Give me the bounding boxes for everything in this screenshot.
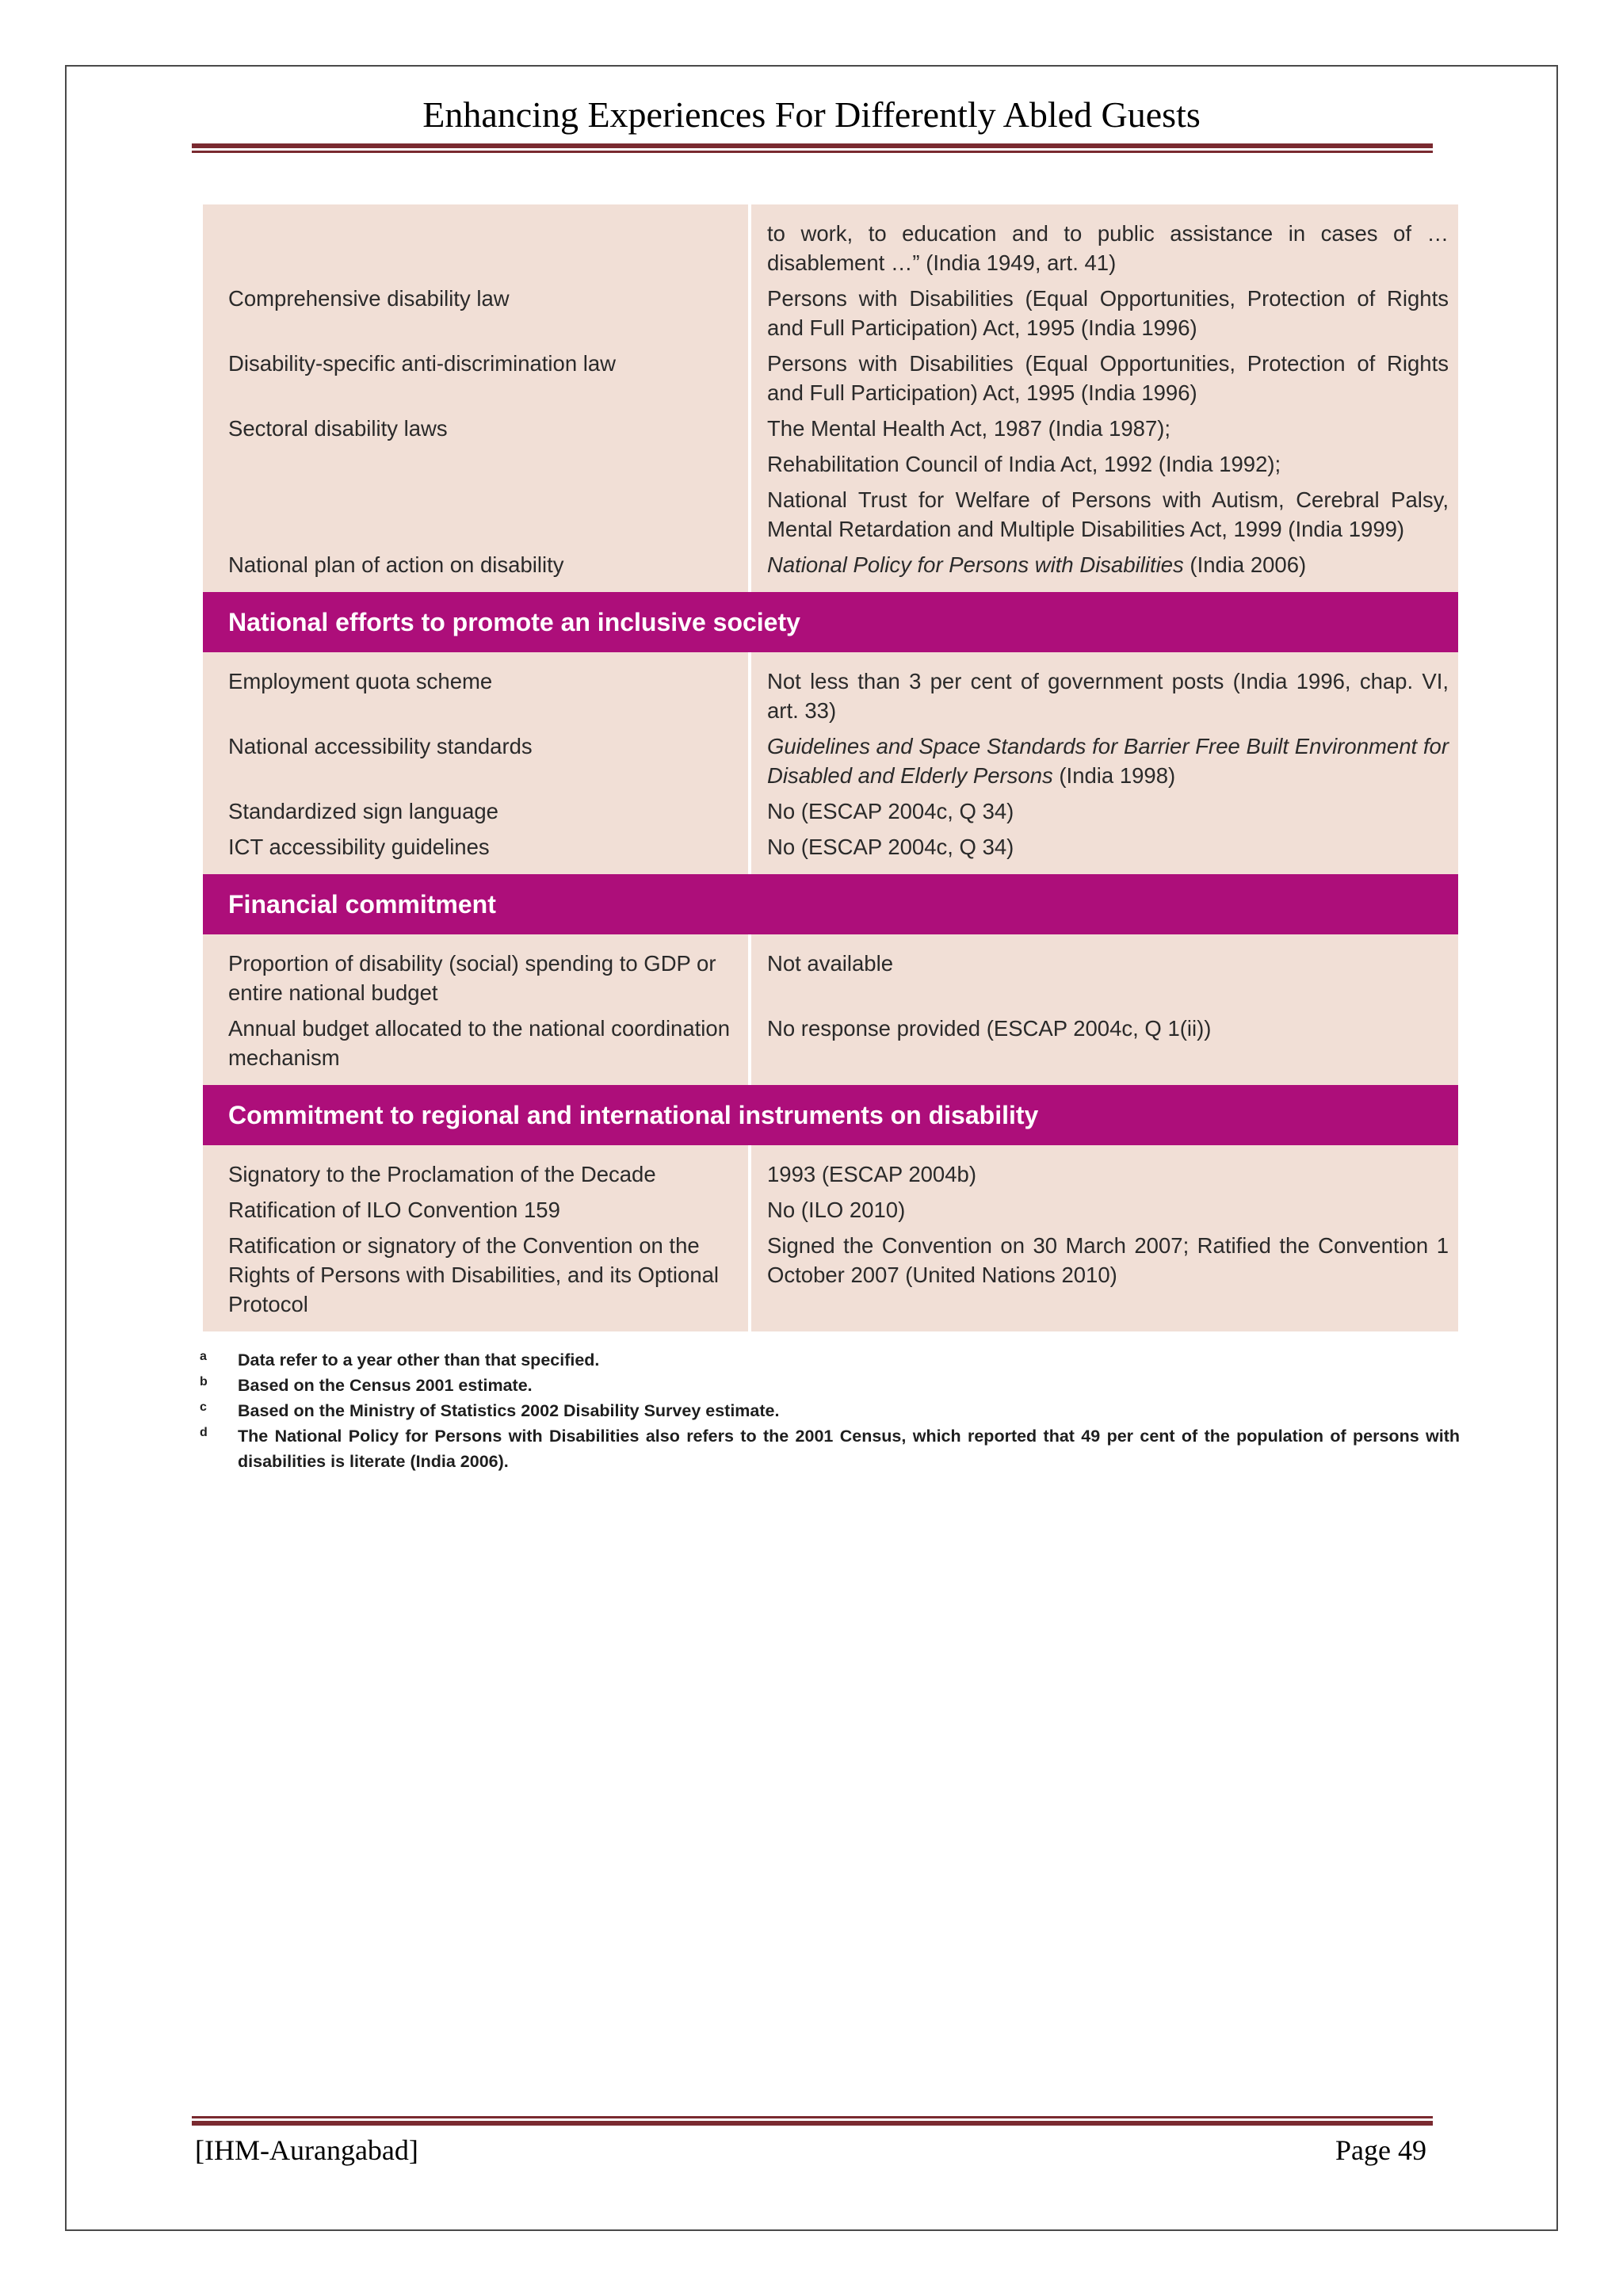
table-row bbox=[203, 1010, 1458, 1075]
footnote-mark: a bbox=[200, 1350, 207, 1363]
row-label: Comprehensive disability law bbox=[228, 286, 510, 311]
footnote bbox=[200, 1398, 1460, 1423]
page-title: Enhancing Experiences For Differently Abled Guests bbox=[422, 94, 1201, 135]
table-row bbox=[203, 446, 1458, 482]
footnote-mark: d bbox=[200, 1426, 208, 1439]
table-row bbox=[203, 482, 1458, 547]
row-value: No (ESCAP 2004c, Q 34) bbox=[767, 835, 1014, 859]
table-section-instruments bbox=[203, 1145, 1458, 1331]
table-section-inclusive-society bbox=[203, 652, 1458, 874]
row-label bbox=[203, 219, 758, 277]
table-row bbox=[203, 1192, 1458, 1228]
table-row bbox=[203, 946, 1458, 1010]
footnote-text: Based on the Ministry of Statistics 2002 Disability Survey estimate. bbox=[238, 1401, 780, 1420]
row-value: The Mental Health Act, 1987 (India 1987); bbox=[767, 416, 1171, 441]
row-value: Persons with Disabilities (Equal Opportunities, Protection of Rights and Full Participation) Act, 1995 (India 1996) bbox=[767, 351, 1449, 405]
row-value: Signed the Convention on 30 March 2007; Ratified the Convention 1 October 2007 (United Nations 2010) bbox=[767, 1233, 1449, 1287]
table-row bbox=[203, 346, 1458, 411]
row-value: No (ILO 2010) bbox=[767, 1198, 906, 1222]
header-rule bbox=[192, 143, 1433, 153]
section-heading-instruments: Commitment to regional and international instruments on disability bbox=[203, 1085, 1458, 1145]
row-value: Persons with Disabilities (Equal Opportunities, Protection of Rights and Full Participation) Act, 1995 (India 1996) bbox=[767, 286, 1449, 340]
table-row bbox=[203, 281, 1458, 346]
row-label: Ratification or signatory of the Convention on the Rights of Persons with Disabilities, and its Optional Protocol bbox=[228, 1233, 720, 1316]
row-value: 1993 (ESCAP 2004b) bbox=[767, 1162, 976, 1186]
page-number: Page 49 bbox=[1335, 2134, 1426, 2166]
section-heading-financial: Financial commitment bbox=[203, 874, 1458, 934]
row-value: Not available bbox=[767, 951, 893, 976]
table-row bbox=[203, 793, 1458, 829]
row-label: Ratification of ILO Convention 159 bbox=[228, 1198, 560, 1222]
row-value: Rehabilitation Council of India Act, 1992 (India 1992); bbox=[767, 452, 1281, 476]
footnote-text: The National Policy for Persons with Disabilities also refers to the 2001 Census, which reported that 49 per cent of the population of persons with disabilities is literate (India 2006). bbox=[238, 1427, 1460, 1471]
row-label: National accessibility standards bbox=[228, 734, 533, 758]
row-label: ICT accessibility guidelines bbox=[228, 835, 490, 859]
footnote-mark: c bbox=[200, 1400, 207, 1414]
footnote bbox=[200, 1423, 1460, 1474]
footnote bbox=[200, 1373, 1460, 1398]
footnote-text: Data refer to a year other than that specified. bbox=[238, 1350, 600, 1370]
row-label bbox=[203, 449, 758, 479]
footnote-text: Based on the Census 2001 estimate. bbox=[238, 1376, 533, 1395]
row-value: National Trust for Welfare of Persons with Autism, Cerebral Palsy, Mental Retardation and Multiple Disabilities Act, 1999 (India 1999) bbox=[767, 487, 1449, 541]
table-row bbox=[203, 547, 1458, 583]
row-label: Sectoral disability laws bbox=[228, 416, 448, 441]
table-row bbox=[203, 829, 1458, 865]
footer-institute: [IHM-Aurangabad] bbox=[195, 2134, 418, 2166]
guidelines-citation: (India 1998) bbox=[1052, 763, 1176, 788]
row-value bbox=[758, 550, 1449, 579]
row-value: No response provided (ESCAP 2004c, Q 1(ii)) bbox=[767, 1016, 1212, 1041]
policy-title: National Policy for Persons with Disabilities bbox=[767, 552, 1184, 577]
row-label: Disability-specific anti-discrimination law bbox=[228, 351, 617, 376]
row-label: National plan of action on disability bbox=[228, 552, 564, 577]
footer-rule bbox=[192, 2116, 1433, 2126]
footnote bbox=[200, 1347, 1460, 1373]
row-value bbox=[758, 732, 1449, 790]
table-row bbox=[203, 1228, 1458, 1322]
row-value: No (ESCAP 2004c, Q 34) bbox=[767, 799, 1014, 823]
row-label bbox=[203, 485, 758, 544]
table-row bbox=[203, 216, 1458, 281]
table-row bbox=[203, 1156, 1458, 1192]
table-row bbox=[203, 728, 1458, 793]
guidelines-title: Guidelines and Space Standards for Barrier Free Built Environment for Disabled and Elderly Persons bbox=[767, 734, 1449, 788]
footnote-mark: b bbox=[200, 1375, 208, 1389]
table-section-legislation bbox=[203, 204, 1458, 592]
row-label: Signatory to the Proclamation of the Decade bbox=[228, 1162, 656, 1186]
table-row bbox=[203, 663, 1458, 728]
section-heading-inclusive-society: National efforts to promote an inclusive society bbox=[203, 592, 1458, 652]
row-label: Annual budget allocated to the national coordination mechanism bbox=[228, 1016, 730, 1070]
disability-table bbox=[203, 204, 1458, 1331]
row-label: Employment quota scheme bbox=[228, 669, 493, 693]
row-value: Not less than 3 per cent of government posts (India 1996, chap. VI, art. 33) bbox=[767, 669, 1449, 723]
row-value: to work, to education and to public assistance in cases of … disablement …” (India 1949, art. 41) bbox=[767, 221, 1449, 275]
policy-citation: (India 2006) bbox=[1183, 552, 1307, 577]
row-label: Proportion of disability (social) spending to GDP or entire national budget bbox=[228, 951, 716, 1005]
table-row bbox=[203, 411, 1458, 446]
table-section-financial bbox=[203, 934, 1458, 1085]
row-label: Standardized sign language bbox=[228, 799, 498, 823]
table-footnotes bbox=[200, 1347, 1460, 1474]
